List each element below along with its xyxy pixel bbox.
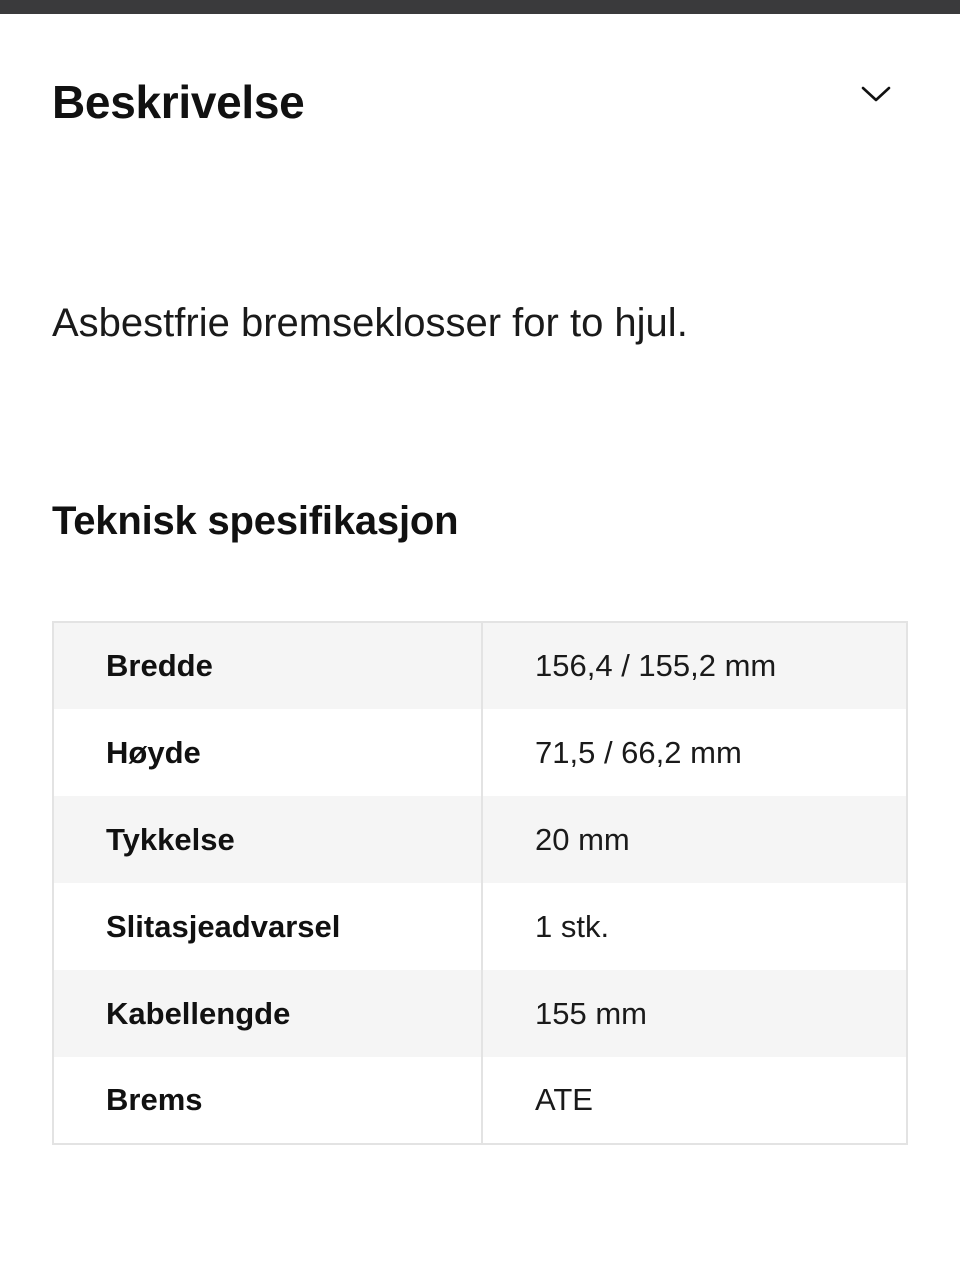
spec-value: 155 mm (482, 970, 907, 1057)
spec-key: Slitasjeadvarsel (53, 883, 482, 970)
table-row (53, 622, 907, 709)
page-title: Beskrivelse (52, 76, 305, 128)
table-row (53, 1057, 907, 1144)
spec-key: Bredde (53, 622, 482, 709)
spec-key: Kabellengde (53, 970, 482, 1057)
spec-key: Tykkelse (53, 796, 482, 883)
spec-section-title: Teknisk spesifikasjon (52, 499, 459, 543)
table-row (53, 709, 907, 796)
spec-table (52, 621, 908, 1145)
description-accordion-header[interactable] (52, 66, 908, 136)
spec-key: Brems (53, 1057, 482, 1144)
spec-value: 71,5 / 66,2 mm (482, 709, 907, 796)
spec-value: 156,4 / 155,2 mm (482, 622, 907, 709)
status-bar (0, 0, 960, 14)
spec-key: Høyde (53, 709, 482, 796)
spec-value: ATE (482, 1057, 907, 1144)
spec-value: 1 stk. (482, 883, 907, 970)
table-row (53, 796, 907, 883)
product-description: Asbestfrie bremseklosser for to hjul. (52, 301, 688, 345)
chevron-down-icon (861, 85, 891, 103)
spec-value: 20 mm (482, 796, 907, 883)
table-row (53, 883, 907, 970)
table-row (53, 970, 907, 1057)
accordion-toggle-button[interactable] (858, 76, 894, 112)
